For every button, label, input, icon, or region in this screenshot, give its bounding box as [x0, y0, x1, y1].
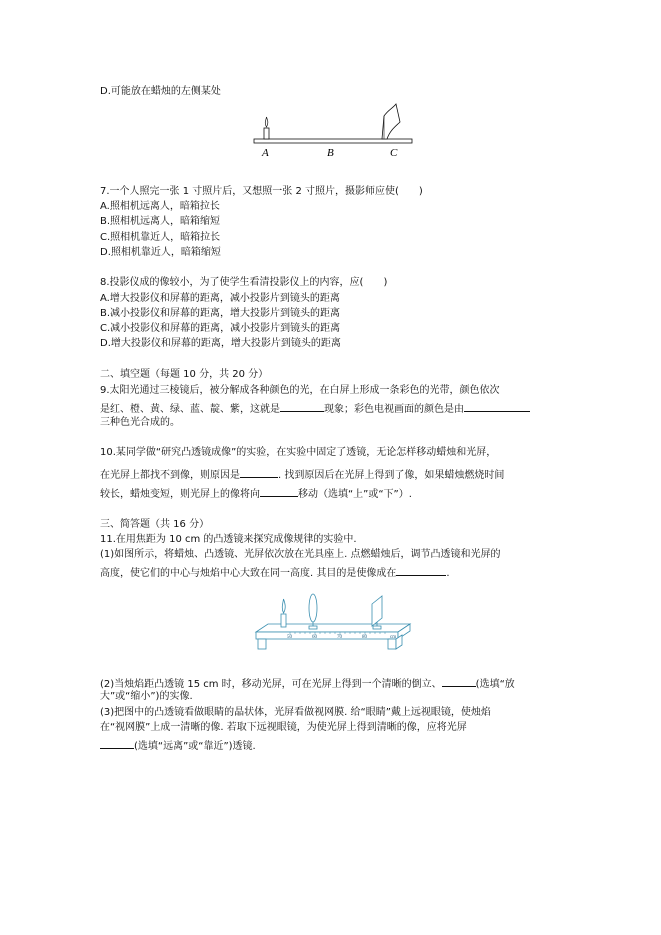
- q10-line1: 10.某同学做“研究凸透镜成像”的实验，在实验中固定了透镜，无论怎样移动蜡烛和光屏，: [100, 447, 497, 458]
- q7-option-b: B.照相机远离人，暗箱缩短: [100, 216, 221, 227]
- bench-top: [256, 624, 410, 632]
- q8-option-d: D.增大投影仪和屏幕的距离，增大投影片到镜头的距离: [100, 338, 341, 349]
- tick-label-1: 60: [312, 635, 317, 640]
- q11-part3-line2: 在“视网膜”上成一清晰的像. 若取下远视眼镜，为使光屏上得到清晰的像，应将光屏: [100, 722, 467, 733]
- q11-part2-line1-b: (选填“放: [475, 679, 515, 690]
- candle-2: [281, 614, 286, 627]
- q11-part1-line2: 高度，使它们的中心与烛焰中心大致在同一高度. 其目的是使像成在 .: [100, 564, 450, 580]
- q7-option-c: C.照相机靠近人，暗箱拉长: [100, 232, 221, 243]
- q9-line2-b: 现象；彩色电视画面的颜色是由: [324, 404, 464, 415]
- q7-option-d: D.照相机靠近人，暗箱缩短: [100, 247, 221, 258]
- q11-part1-line2-text: 高度，使它们的中心与烛焰中心大致在同一高度. 其目的是使像成在: [100, 568, 397, 579]
- tick-label-unit: cm: [390, 635, 397, 640]
- q11-blank-2[interactable]: [442, 675, 476, 687]
- tick-label-2: 70: [337, 635, 342, 640]
- bench-front: [256, 632, 398, 639]
- q11-part2-line2: 大”或“缩小”)的实像.: [100, 691, 193, 702]
- q10-line3: [100, 485, 412, 501]
- q8-stem: 8.投影仪成的像较小，为了使学生看清投影仪上的内容，应( ): [100, 277, 388, 288]
- q9-line2: [100, 400, 530, 416]
- q11-part3-line3: [100, 737, 256, 753]
- candle-screen-figure: [250, 102, 420, 164]
- q11-blank-3[interactable]: [100, 737, 134, 749]
- tick-label-0: 50: [287, 635, 292, 640]
- q10-line3-b: 移动（选填“上”或“下”）.: [298, 489, 412, 500]
- candle: [264, 128, 269, 139]
- q11-blank-1[interactable]: [396, 564, 446, 576]
- flame: [265, 117, 268, 127]
- q11-part2-line1-a: (2)当烛焰距凸透镜 15 cm 时，移动光屏，可在光屏上得到一个清晰的倒立、: [100, 679, 442, 690]
- label-c: C: [390, 147, 398, 159]
- q11-part2-line1: [100, 675, 515, 691]
- q11-part3-line1: (3)把图中的凸透镜看做眼睛的晶状体，光屏看做视网膜. 给“眼睛”戴上远视眼镜，使烛焰: [100, 707, 491, 718]
- bench-leg-right: [388, 639, 396, 649]
- q10-line2-b: . 找到原因后在光屏上得到了像，如果蜡烛燃烧时间: [278, 470, 505, 481]
- q9-blank-2[interactable]: [464, 400, 530, 412]
- q8-option-b: B.减小投影仪和屏幕的距离，增大投影片到镜头的距离: [100, 308, 341, 319]
- q10-blank-1[interactable]: [240, 466, 278, 478]
- q7-option-a: A.照相机远离人，暗箱拉长: [100, 201, 220, 212]
- light-screen: [382, 104, 400, 139]
- section2-title: 二、填空题（每题 10 分，共 20 分）: [100, 369, 269, 380]
- section3-title: 三、简答题（共 16 分）: [100, 519, 210, 530]
- q11-part1-line1: (1)如图所示，将蜡烛、凸透镜、光屏依次放在光具座上. 点燃蜡烛后，调节凸透镜和光屏的: [100, 549, 501, 560]
- flame-2: [282, 599, 285, 613]
- bench-leg-left: [258, 639, 266, 649]
- q10-line2-a: 在光屏上都找不到像，则原因是: [100, 470, 240, 481]
- optical-bench: [254, 139, 412, 143]
- q11-part3-line3-text: (选填“远离”或“靠近”)透镜.: [134, 741, 256, 752]
- q7-stem: 7.一个人照完一张 1 寸照片后，又想照一张 2 寸照片，摄影师应使( ): [100, 186, 423, 197]
- q8-option-a: A.增大投影仪和屏幕的距离，减小投影片到镜头的距离: [100, 293, 340, 304]
- q10-blank-2[interactable]: [260, 485, 298, 497]
- q9-blank-1[interactable]: [280, 400, 324, 412]
- q9-line2-a: 是红、橙、黄、绿、蓝、靛、紫，这就是: [100, 404, 280, 415]
- q8-option-c: C.减小投影仪和屏幕的距离，减小投影片到镜头的距离: [100, 323, 341, 334]
- screen-2: [372, 596, 382, 626]
- label-a: A: [262, 147, 269, 159]
- q10-line3-a: 较长，蜡烛变短，则光屏上的像将向: [100, 489, 260, 500]
- optical-bench-figure: [250, 588, 418, 658]
- q10-line2: [100, 466, 504, 482]
- q9-line1: 9.太阳光通过三棱镜后，被分解成各种颜色的光，在白屏上形成一条彩色的光带，颜色依次: [100, 385, 500, 396]
- convex-lens: [309, 594, 317, 622]
- q11-stem: 11.在用焦距为 10 cm 的凸透镜来探究成像规律的实验中.: [100, 534, 357, 545]
- q9-line3: 三种色光合成的。: [100, 417, 180, 428]
- tick-label-3: 80: [362, 635, 367, 640]
- label-b: B: [327, 147, 334, 159]
- q6-option-d: D.可能放在蜡烛的左侧某处: [100, 86, 221, 97]
